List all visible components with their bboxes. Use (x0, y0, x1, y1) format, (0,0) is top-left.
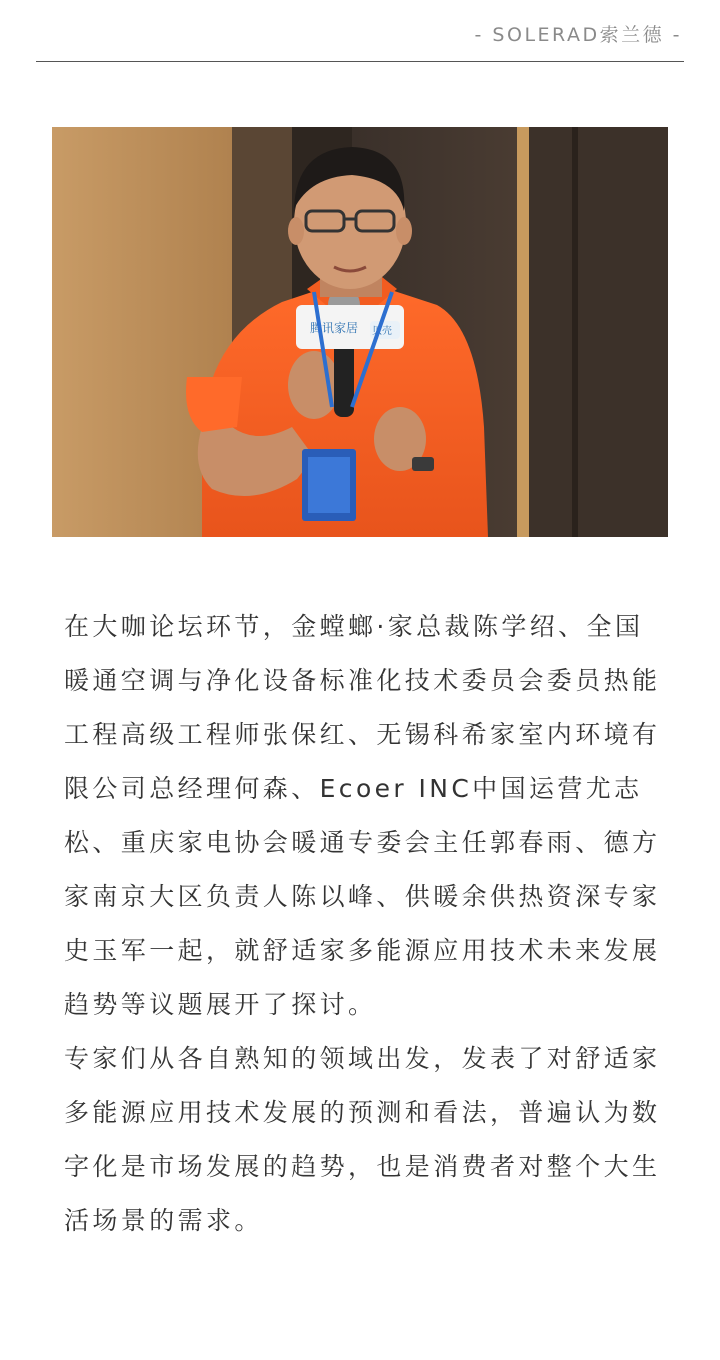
mic-badge-left-text: 腾讯家居 (310, 321, 359, 335)
article-header (36, 0, 684, 62)
speaker-photo-illustration (52, 127, 668, 537)
article-paragraph: 在大咖论坛环节，金螳螂·家总裁陈学绍、全国暖通空调与净化设备标准化技术委员会委员热能工程高级工程师张保红、无锡科希家室内环境有限公司总经理何森、Ecoer INC中国运营尤志松、重庆家电协会暖通专委会主任郭春雨、德方家南京大区负责人陈以峰、供暖余供热资深专家史玉军一起，就舒适家多能源应用技术未来发展趋势等议题展开了探讨。 (64, 612, 661, 1019)
brand-name: - SOLERAD索兰德 - (474, 24, 682, 46)
mic-badge-right-text: 贝壳 (372, 326, 392, 337)
speaker-photo (52, 127, 668, 537)
article-paragraph: 专家们从各自熟知的领域出发，发表了对舒适家多能源应用技术发展的预测和看法，普遍认为数字化是市场发展的趋势，也是消费者对整个大生活场景的需求。 (64, 1044, 661, 1235)
article-body (64, 600, 664, 1248)
